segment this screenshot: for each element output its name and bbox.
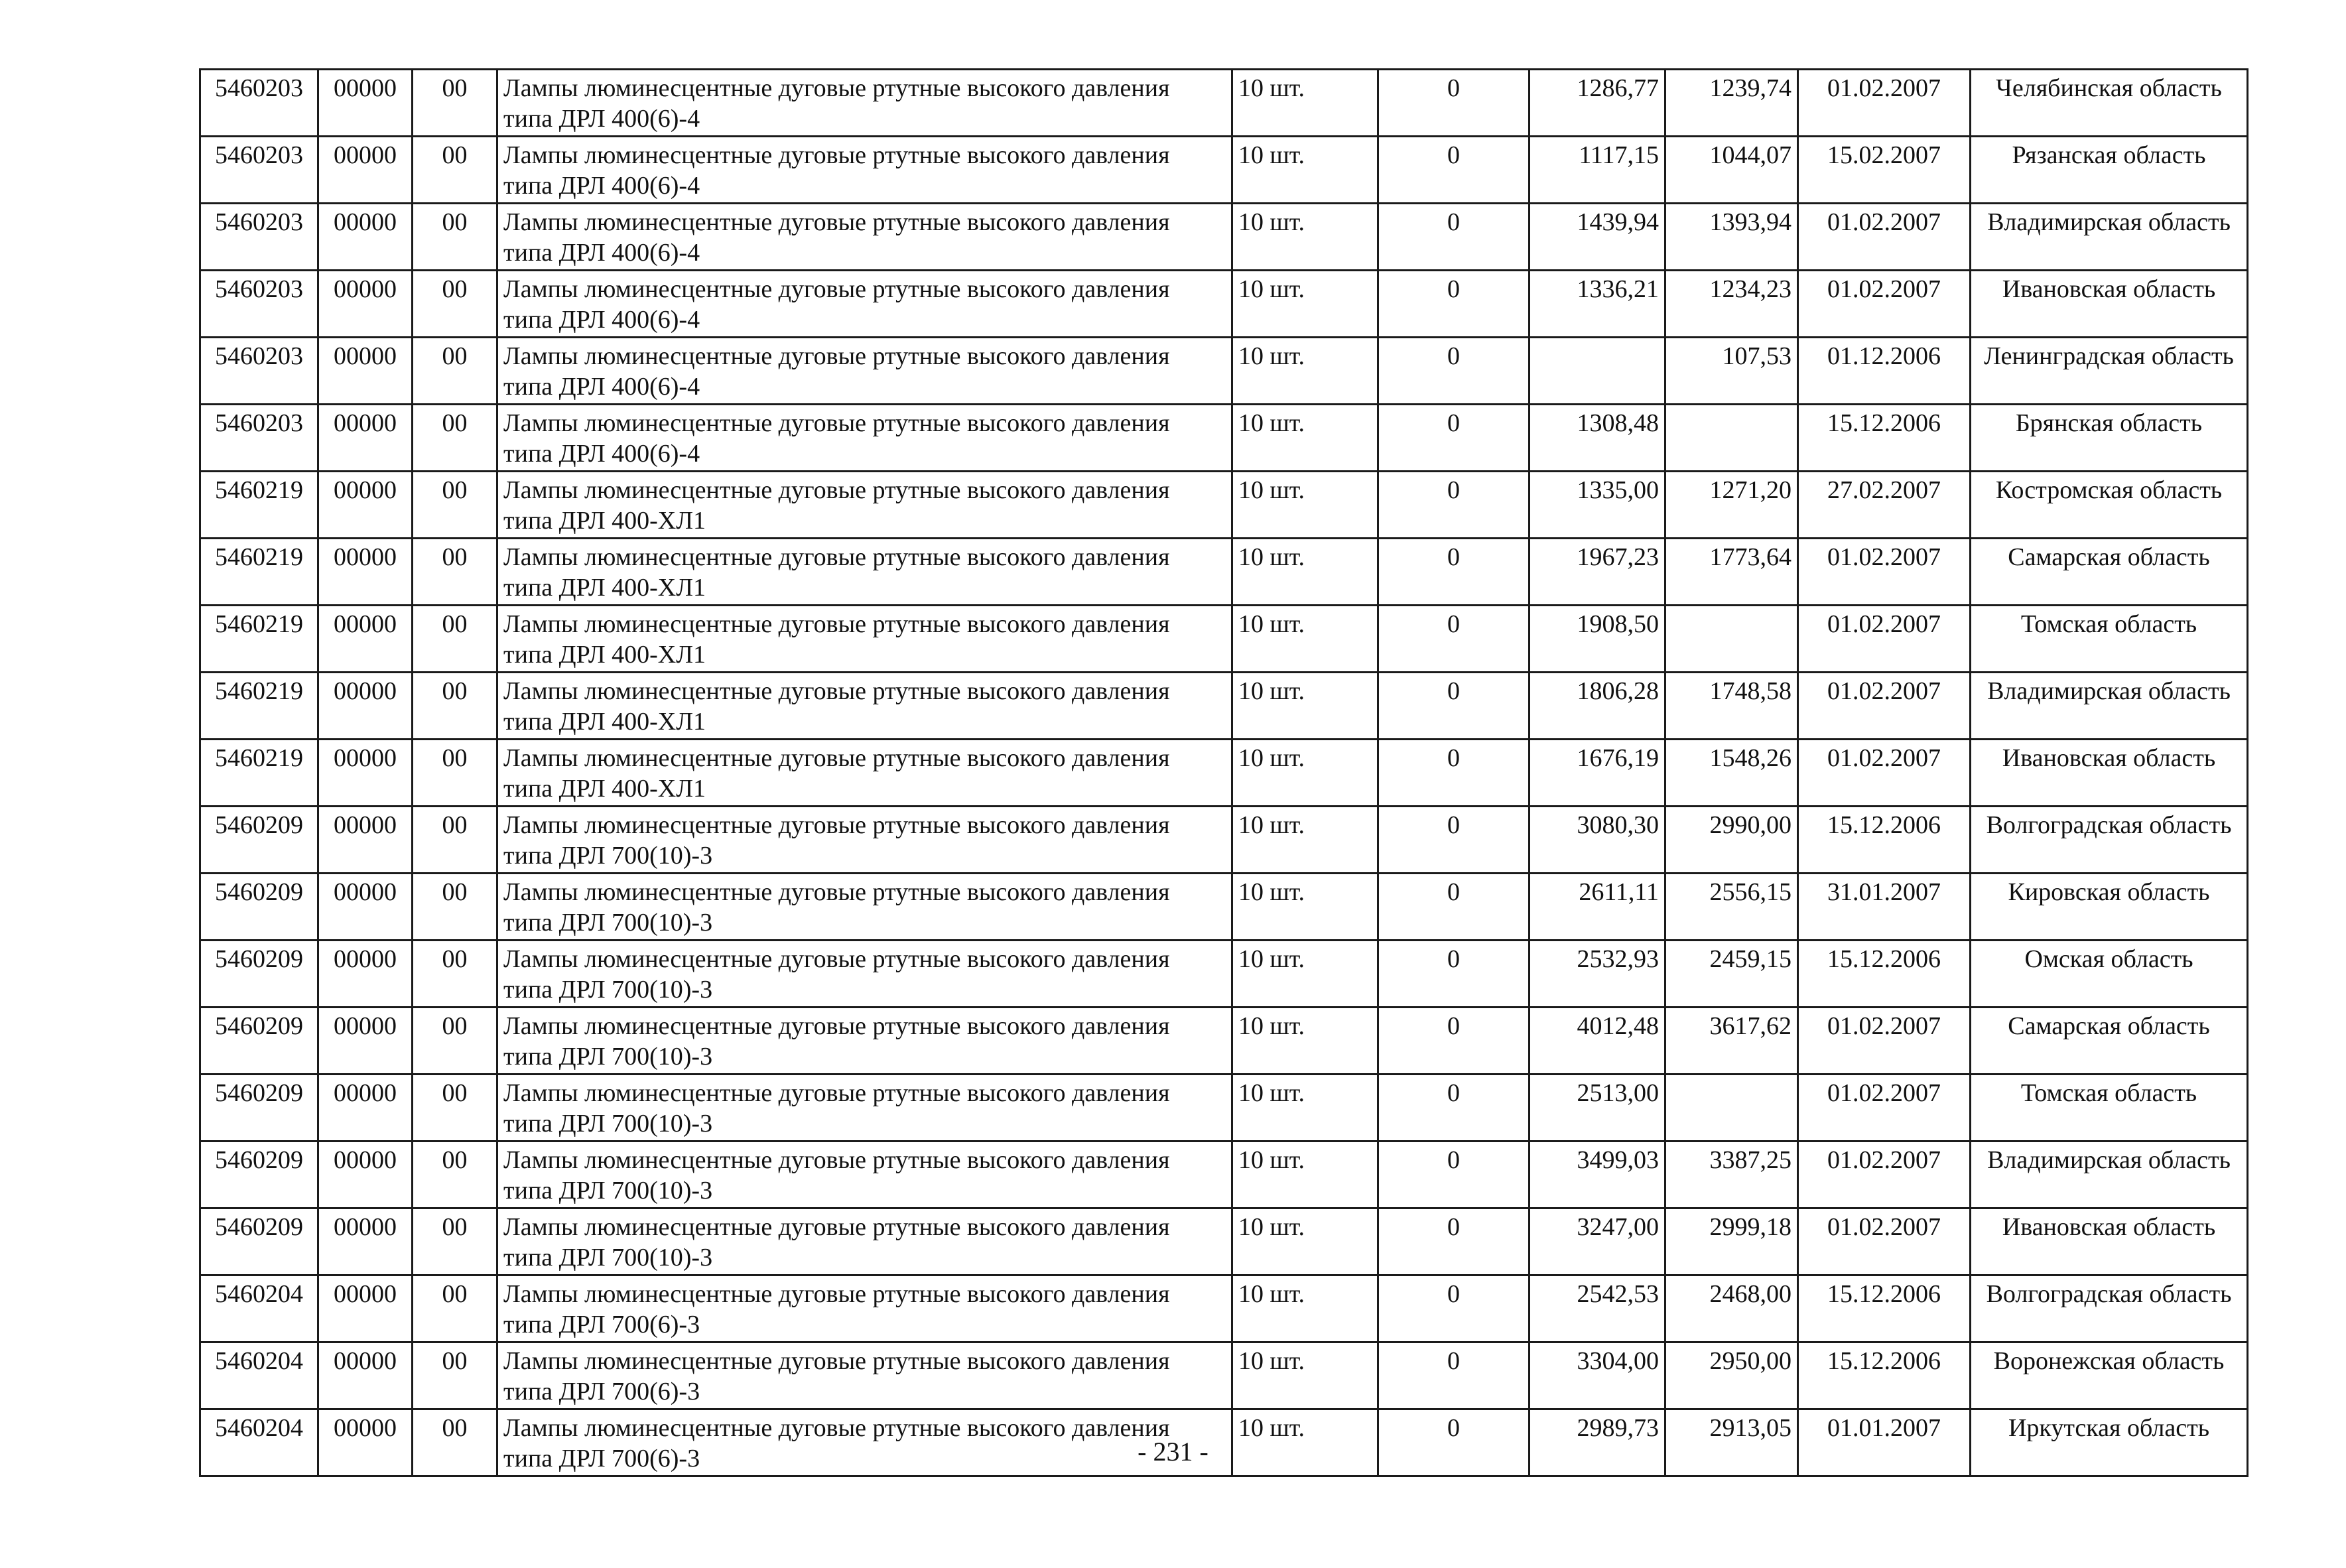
product-code-cell: 5460209 (200, 874, 318, 941)
unit-cell: 10 шт. (1232, 204, 1378, 271)
region-cell: Омская область (1971, 941, 2248, 1008)
unit-cell: 10 шт. (1232, 1342, 1378, 1409)
suffix-cell: 00 (413, 673, 497, 740)
suffix-cell: 00 (413, 1075, 497, 1142)
region-cell: Волгоградская область (1971, 1275, 2248, 1342)
subcode-cell: 00000 (318, 1209, 413, 1275)
product-name-cell (497, 539, 1232, 606)
date-cell: 01.02.2007 (1798, 1008, 1971, 1075)
date-cell: 15.12.2006 (1798, 941, 1971, 1008)
product-name-line1: Лампы люминесцентные дуговые ртутные высокого давления (503, 342, 1170, 370)
table-row (200, 941, 2248, 1008)
table-row (200, 1008, 2248, 1075)
price-2-cell: 1239,74 (1665, 70, 1798, 137)
zero-cell: 0 (1378, 1008, 1530, 1075)
price-1-cell: 1286,77 (1530, 70, 1665, 137)
product-name-cell (497, 137, 1232, 204)
product-name-line2: типа ДРЛ 400(6)-4 (503, 105, 700, 133)
product-name-line1: Лампы люминесцентные дуговые ртутные высокого давления (503, 1213, 1170, 1241)
subcode-cell: 00000 (318, 606, 413, 673)
region-cell: Самарская область (1971, 1008, 2248, 1075)
product-code-cell: 5460209 (200, 1209, 318, 1275)
region-cell: Рязанская область (1971, 137, 2248, 204)
product-name-line1: Лампы люминесцентные дуговые ртутные высокого давления (503, 744, 1170, 772)
price-2-cell (1665, 405, 1798, 472)
table-row (200, 740, 2248, 807)
page-number: - 231 - (1138, 1437, 1208, 1467)
unit-cell: 10 шт. (1232, 271, 1378, 338)
product-code-cell: 5460219 (200, 606, 318, 673)
unit-cell: 10 шт. (1232, 606, 1378, 673)
unit-cell: 10 шт. (1232, 874, 1378, 941)
region-cell: Ленинградская область (1971, 338, 2248, 405)
product-name-line2: типа ДРЛ 400-ХЛ1 (503, 507, 706, 535)
price-1-cell: 2611,11 (1530, 874, 1665, 941)
price-1-cell: 1117,15 (1530, 137, 1665, 204)
product-code-cell: 5460204 (200, 1342, 318, 1409)
suffix-cell: 00 (413, 1008, 497, 1075)
price-2-cell: 2468,00 (1665, 1275, 1798, 1342)
zero-cell: 0 (1378, 1275, 1530, 1342)
price-2-cell (1665, 1075, 1798, 1142)
price-2-cell: 3387,25 (1665, 1142, 1798, 1209)
unit-cell: 10 шт. (1232, 539, 1378, 606)
product-name-cell (497, 1142, 1232, 1209)
suffix-cell: 00 (413, 271, 497, 338)
subcode-cell: 00000 (318, 539, 413, 606)
table-row (200, 1142, 2248, 1209)
subcode-cell: 00000 (318, 338, 413, 405)
product-name-cell (497, 606, 1232, 673)
unit-cell: 10 шт. (1232, 1142, 1378, 1209)
product-name-line2: типа ДРЛ 700(6)-3 (503, 1378, 700, 1405)
price-table (199, 68, 2248, 1477)
zero-cell: 0 (1378, 1075, 1530, 1142)
product-code-cell: 5460203 (200, 204, 318, 271)
product-name-line2: типа ДРЛ 700(10)-3 (503, 1043, 713, 1071)
product-name-cell (497, 740, 1232, 807)
product-name-line2: типа ДРЛ 700(10)-3 (503, 1177, 713, 1205)
product-code-cell: 5460209 (200, 1075, 318, 1142)
product-code-cell: 5460203 (200, 271, 318, 338)
price-2-cell: 2556,15 (1665, 874, 1798, 941)
price-2-cell: 1548,26 (1665, 740, 1798, 807)
table-row (200, 1209, 2248, 1275)
product-code-cell: 5460204 (200, 1409, 318, 1476)
unit-cell: 10 шт. (1232, 807, 1378, 874)
subcode-cell: 00000 (318, 271, 413, 338)
subcode-cell: 00000 (318, 1142, 413, 1209)
product-name-cell (497, 1209, 1232, 1275)
price-2-cell: 1748,58 (1665, 673, 1798, 740)
product-name-line1: Лампы люминесцентные дуговые ртутные высокого давления (503, 811, 1170, 839)
price-2-cell: 2990,00 (1665, 807, 1798, 874)
product-name-line1: Лампы люминесцентные дуговые ртутные высокого давления (503, 878, 1170, 906)
unit-cell: 10 шт. (1232, 70, 1378, 137)
table-row (200, 1075, 2248, 1142)
product-name-line2: типа ДРЛ 700(6)-3 (503, 1445, 700, 1472)
zero-cell: 0 (1378, 807, 1530, 874)
price-2-cell (1665, 606, 1798, 673)
date-cell: 01.02.2007 (1798, 70, 1971, 137)
suffix-cell: 00 (413, 338, 497, 405)
date-cell: 01.02.2007 (1798, 271, 1971, 338)
product-code-cell: 5460203 (200, 137, 318, 204)
product-name-cell (497, 405, 1232, 472)
product-name-cell (497, 70, 1232, 137)
price-1-cell: 3247,00 (1530, 1209, 1665, 1275)
subcode-cell: 00000 (318, 472, 413, 539)
date-cell: 01.02.2007 (1798, 740, 1971, 807)
price-1-cell: 2513,00 (1530, 1075, 1665, 1142)
price-1-cell: 3080,30 (1530, 807, 1665, 874)
product-name-line1: Лампы люминесцентные дуговые ртутные высокого давления (503, 1146, 1170, 1174)
region-cell: Костромская область (1971, 472, 2248, 539)
product-code-cell: 5460203 (200, 405, 318, 472)
price-2-cell: 1234,23 (1665, 271, 1798, 338)
price-2-cell: 2459,15 (1665, 941, 1798, 1008)
product-name-cell (497, 807, 1232, 874)
product-name-line2: типа ДРЛ 400(6)-4 (503, 440, 700, 468)
price-1-cell: 3304,00 (1530, 1342, 1665, 1409)
price-2-cell: 1773,64 (1665, 539, 1798, 606)
product-name-line1: Лампы люминесцентные дуговые ртутные высокого давления (503, 610, 1170, 638)
subcode-cell: 00000 (318, 1075, 413, 1142)
unit-cell: 10 шт. (1232, 1075, 1378, 1142)
subcode-cell: 00000 (318, 941, 413, 1008)
region-cell: Воронежская область (1971, 1342, 2248, 1409)
date-cell: 01.02.2007 (1798, 1142, 1971, 1209)
product-name-line2: типа ДРЛ 400(6)-4 (503, 239, 700, 267)
suffix-cell: 00 (413, 539, 497, 606)
date-cell: 15.12.2006 (1798, 405, 1971, 472)
product-name-line1: Лампы люминесцентные дуговые ртутные высокого давления (503, 1347, 1170, 1375)
zero-cell: 0 (1378, 539, 1530, 606)
region-cell: Томская область (1971, 1075, 2248, 1142)
product-name-cell (497, 1275, 1232, 1342)
suffix-cell: 00 (413, 472, 497, 539)
unit-cell: 10 шт. (1232, 1209, 1378, 1275)
price-1-cell (1530, 338, 1665, 405)
product-name-line2: типа ДРЛ 700(10)-3 (503, 1244, 713, 1272)
date-cell: 01.02.2007 (1798, 204, 1971, 271)
product-name-line1: Лампы люминесцентные дуговые ртутные высокого давления (503, 1079, 1170, 1107)
product-name-line2: типа ДРЛ 400(6)-4 (503, 306, 700, 334)
date-cell: 15.12.2006 (1798, 1342, 1971, 1409)
region-cell: Кировская область (1971, 874, 2248, 941)
product-name-line1: Лампы люминесцентные дуговые ртутные высокого давления (503, 543, 1170, 571)
date-cell: 27.02.2007 (1798, 472, 1971, 539)
table-row (200, 271, 2248, 338)
suffix-cell: 00 (413, 70, 497, 137)
region-cell: Владимирская область (1971, 204, 2248, 271)
date-cell: 15.12.2006 (1798, 807, 1971, 874)
price-1-cell: 2532,93 (1530, 941, 1665, 1008)
suffix-cell: 00 (413, 1209, 497, 1275)
price-1-cell: 1806,28 (1530, 673, 1665, 740)
product-code-cell: 5460209 (200, 1142, 318, 1209)
table-row (200, 472, 2248, 539)
suffix-cell: 00 (413, 606, 497, 673)
product-code-cell: 5460204 (200, 1275, 318, 1342)
zero-cell: 0 (1378, 606, 1530, 673)
suffix-cell: 00 (413, 1142, 497, 1209)
subcode-cell: 00000 (318, 807, 413, 874)
product-name-cell (497, 204, 1232, 271)
product-name-line1: Лампы люминесцентные дуговые ртутные высокого давления (503, 1280, 1170, 1308)
zero-cell: 0 (1378, 740, 1530, 807)
subcode-cell: 00000 (318, 1342, 413, 1409)
date-cell: 01.12.2006 (1798, 338, 1971, 405)
product-code-cell: 5460219 (200, 472, 318, 539)
date-cell: 01.02.2007 (1798, 673, 1971, 740)
table-row (200, 405, 2248, 472)
price-1-cell: 1439,94 (1530, 204, 1665, 271)
product-name-line1: Лампы люминесцентные дуговые ртутные высокого давления (503, 677, 1170, 705)
product-name-cell (497, 472, 1232, 539)
product-name-line1: Лампы люминесцентные дуговые ртутные высокого давления (503, 275, 1170, 303)
price-1-cell: 1908,50 (1530, 606, 1665, 673)
unit-cell: 10 шт. (1232, 472, 1378, 539)
suffix-cell: 00 (413, 1342, 497, 1409)
product-name-line1: Лампы люминесцентные дуговые ртутные высокого давления (503, 945, 1170, 973)
date-cell: 31.01.2007 (1798, 874, 1971, 941)
region-cell: Иркутская область (1971, 1409, 2248, 1476)
price-2-cell: 107,53 (1665, 338, 1798, 405)
product-name-cell (497, 874, 1232, 941)
product-name-line2: типа ДРЛ 400(6)-4 (503, 373, 700, 401)
product-name-cell (497, 941, 1232, 1008)
product-code-cell: 5460219 (200, 740, 318, 807)
table-row (200, 673, 2248, 740)
product-name-line1: Лампы люминесцентные дуговые ртутные высокого давления (503, 476, 1170, 504)
price-1-cell: 1335,00 (1530, 472, 1665, 539)
unit-cell: 10 шт. (1232, 1275, 1378, 1342)
product-name-line1: Лампы люминесцентные дуговые ртутные высокого давления (503, 1012, 1170, 1040)
product-name-cell (497, 673, 1232, 740)
product-name-line1: Лампы люминесцентные дуговые ртутные высокого давления (503, 141, 1170, 169)
product-name-cell (497, 1342, 1232, 1409)
zero-cell: 0 (1378, 1409, 1530, 1476)
product-code-cell: 5460203 (200, 70, 318, 137)
zero-cell: 0 (1378, 673, 1530, 740)
product-name-line2: типа ДРЛ 400(6)-4 (503, 172, 700, 200)
table-row (200, 137, 2248, 204)
product-code-cell: 5460219 (200, 539, 318, 606)
table-row (200, 204, 2248, 271)
suffix-cell: 00 (413, 874, 497, 941)
region-cell: Волгоградская область (1971, 807, 2248, 874)
date-cell: 01.02.2007 (1798, 606, 1971, 673)
suffix-cell: 00 (413, 740, 497, 807)
product-name-line2: типа ДРЛ 400-ХЛ1 (503, 775, 706, 803)
region-cell: Самарская область (1971, 539, 2248, 606)
product-name-line2: типа ДРЛ 700(10)-3 (503, 909, 713, 937)
region-cell: Ивановская область (1971, 271, 2248, 338)
region-cell: Владимирская область (1971, 673, 2248, 740)
region-cell: Владимирская область (1971, 1142, 2248, 1209)
date-cell: 15.12.2006 (1798, 1275, 1971, 1342)
zero-cell: 0 (1378, 405, 1530, 472)
product-code-cell: 5460209 (200, 807, 318, 874)
suffix-cell: 00 (413, 807, 497, 874)
suffix-cell: 00 (413, 941, 497, 1008)
price-1-cell: 2542,53 (1530, 1275, 1665, 1342)
region-cell: Ивановская область (1971, 740, 2248, 807)
product-name-line1: Лампы люминесцентные дуговые ртутные высокого давления (503, 1414, 1170, 1442)
subcode-cell: 00000 (318, 673, 413, 740)
subcode-cell: 00000 (318, 874, 413, 941)
zero-cell: 0 (1378, 338, 1530, 405)
price-1-cell: 2989,73 (1530, 1409, 1665, 1476)
unit-cell: 10 шт. (1232, 338, 1378, 405)
suffix-cell: 00 (413, 1409, 497, 1476)
subcode-cell: 00000 (318, 1275, 413, 1342)
zero-cell: 0 (1378, 1342, 1530, 1409)
unit-cell: 10 шт. (1232, 1008, 1378, 1075)
product-name-line2: типа ДРЛ 400-ХЛ1 (503, 574, 706, 602)
zero-cell: 0 (1378, 1209, 1530, 1275)
product-name-line2: типа ДРЛ 400-ХЛ1 (503, 641, 706, 669)
unit-cell: 10 шт. (1232, 941, 1378, 1008)
product-code-cell: 5460209 (200, 941, 318, 1008)
zero-cell: 0 (1378, 1142, 1530, 1209)
unit-cell: 10 шт. (1232, 740, 1378, 807)
table-row (200, 539, 2248, 606)
date-cell: 01.02.2007 (1798, 1075, 1971, 1142)
table-row (200, 70, 2248, 137)
table-body (200, 70, 2248, 1476)
product-code-cell: 5460203 (200, 338, 318, 405)
price-1-cell: 1967,23 (1530, 539, 1665, 606)
table-row (200, 807, 2248, 874)
product-name-line1: Лампы люминесцентные дуговые ртутные высокого давления (503, 409, 1170, 437)
date-cell: 15.02.2007 (1798, 137, 1971, 204)
product-name-line1: Лампы люминесцентные дуговые ртутные высокого давления (503, 74, 1170, 102)
price-2-cell: 3617,62 (1665, 1008, 1798, 1075)
subcode-cell: 00000 (318, 1008, 413, 1075)
product-name-cell (497, 1008, 1232, 1075)
subcode-cell: 00000 (318, 740, 413, 807)
zero-cell: 0 (1378, 137, 1530, 204)
product-name-line2: типа ДРЛ 700(10)-3 (503, 842, 713, 870)
table-row (200, 338, 2248, 405)
zero-cell: 0 (1378, 941, 1530, 1008)
price-2-cell: 1044,07 (1665, 137, 1798, 204)
unit-cell: 10 шт. (1232, 137, 1378, 204)
table-row (200, 1342, 2248, 1409)
zero-cell: 0 (1378, 874, 1530, 941)
product-name-cell (497, 1075, 1232, 1142)
region-cell: Томская область (1971, 606, 2248, 673)
zero-cell: 0 (1378, 70, 1530, 137)
product-name-line2: типа ДРЛ 700(6)-3 (503, 1311, 700, 1339)
price-1-cell: 3499,03 (1530, 1142, 1665, 1209)
subcode-cell: 00000 (318, 137, 413, 204)
table-row (200, 606, 2248, 673)
zero-cell: 0 (1378, 204, 1530, 271)
product-name-line2: типа ДРЛ 700(10)-3 (503, 1110, 713, 1138)
price-2-cell: 1271,20 (1665, 472, 1798, 539)
unit-cell: 10 шт. (1232, 405, 1378, 472)
product-name-cell (497, 338, 1232, 405)
subcode-cell: 00000 (318, 70, 413, 137)
price-2-cell: 2913,05 (1665, 1409, 1798, 1476)
product-name-line2: типа ДРЛ 400-ХЛ1 (503, 708, 706, 736)
price-1-cell: 4012,48 (1530, 1008, 1665, 1075)
table-row (200, 874, 2248, 941)
date-cell: 01.01.2007 (1798, 1409, 1971, 1476)
subcode-cell: 00000 (318, 1409, 413, 1476)
suffix-cell: 00 (413, 405, 497, 472)
suffix-cell: 00 (413, 137, 497, 204)
date-cell: 01.02.2007 (1798, 1209, 1971, 1275)
suffix-cell: 00 (413, 204, 497, 271)
unit-cell: 10 шт. (1232, 673, 1378, 740)
zero-cell: 0 (1378, 472, 1530, 539)
date-cell: 01.02.2007 (1798, 539, 1971, 606)
price-2-cell: 2950,00 (1665, 1342, 1798, 1409)
subcode-cell: 00000 (318, 405, 413, 472)
unit-cell: 10 шт. (1232, 1409, 1378, 1476)
zero-cell: 0 (1378, 271, 1530, 338)
price-2-cell: 1393,94 (1665, 204, 1798, 271)
region-cell: Брянская область (1971, 405, 2248, 472)
product-name-line2: типа ДРЛ 700(10)-3 (503, 976, 713, 1004)
price-1-cell: 1308,48 (1530, 405, 1665, 472)
region-cell: Ивановская область (1971, 1209, 2248, 1275)
price-2-cell: 2999,18 (1665, 1209, 1798, 1275)
product-name-line1: Лампы люминесцентные дуговые ртутные высокого давления (503, 208, 1170, 236)
product-code-cell: 5460219 (200, 673, 318, 740)
price-1-cell: 1676,19 (1530, 740, 1665, 807)
product-name-cell (497, 271, 1232, 338)
suffix-cell: 00 (413, 1275, 497, 1342)
product-code-cell: 5460209 (200, 1008, 318, 1075)
subcode-cell: 00000 (318, 204, 413, 271)
table-row (200, 1275, 2248, 1342)
price-1-cell: 1336,21 (1530, 271, 1665, 338)
region-cell: Челябинская область (1971, 70, 2248, 137)
